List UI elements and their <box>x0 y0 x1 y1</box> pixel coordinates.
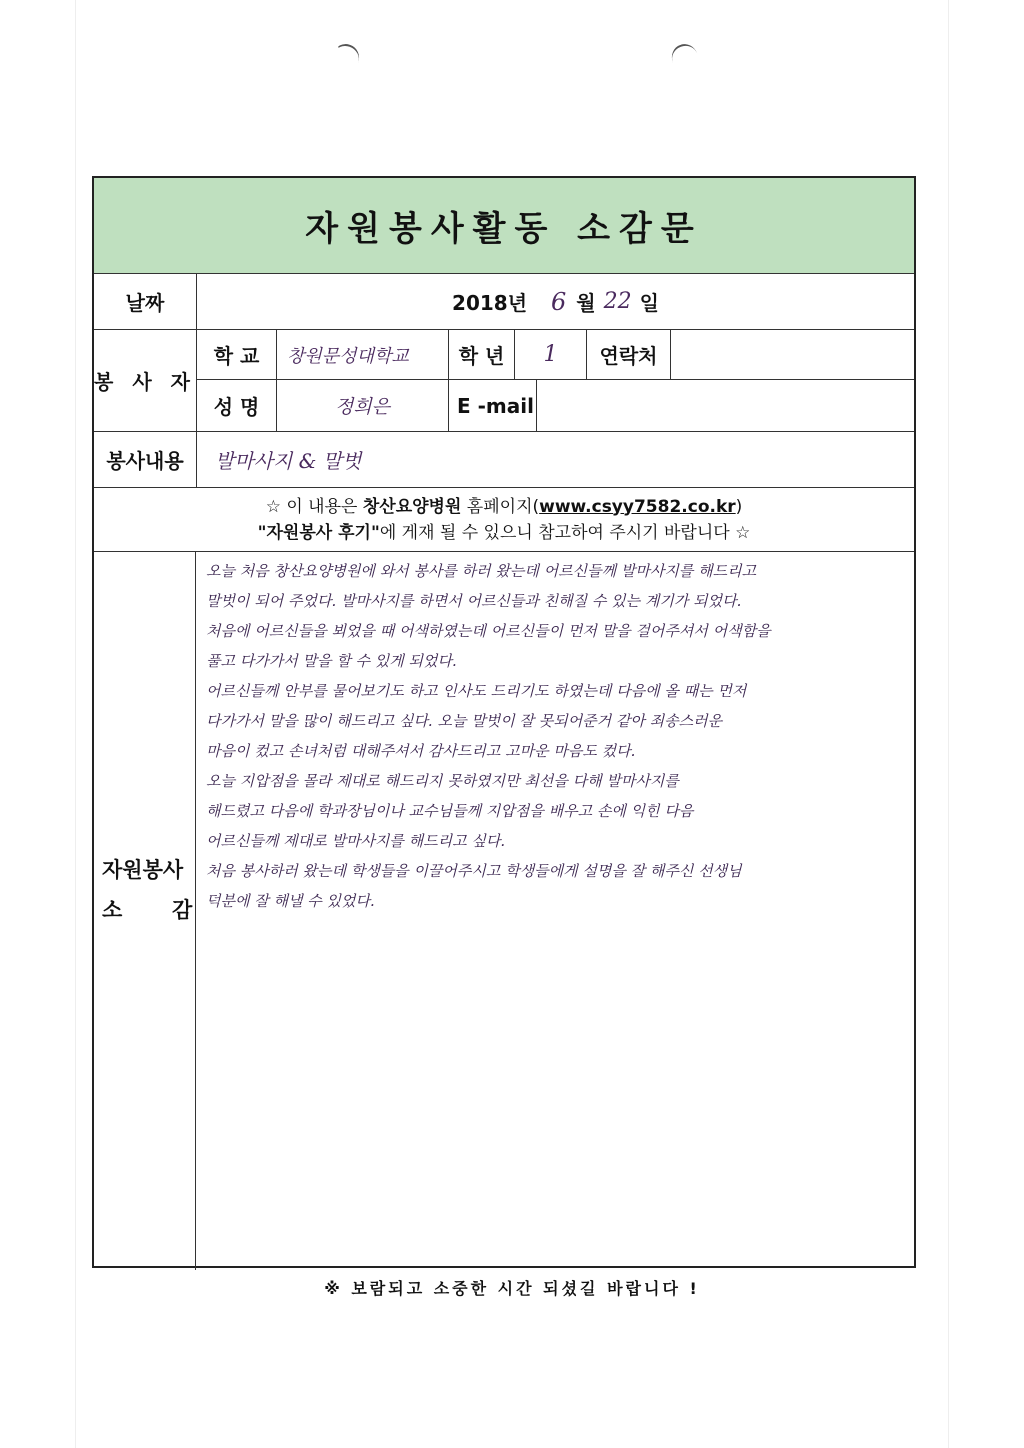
date-day: 22 <box>603 289 632 314</box>
essay-line: 다가가서 말을 많이 해드리고 싶다. 오늘 말벗이 잘 못되어준거 같아 죄송스러운 <box>206 712 723 730</box>
punch-hole-right <box>668 40 702 75</box>
form-title: 자원봉사활동 소감문 <box>305 209 703 249</box>
content-label: 봉사내용 <box>106 449 184 473</box>
notice-text-a: 이 내용은 <box>286 496 358 517</box>
essay-line: 어르신들께 제대로 발마사지를 해드리고 싶다. <box>206 832 506 850</box>
essay-line: 오늘 지압점을 몰라 제대로 해드리지 못하였지만 최선을 다해 발마사지를 <box>206 772 679 790</box>
essay-line: 덕분에 잘 해낼 수 있었다. <box>206 892 375 910</box>
contact-value <box>670 330 914 379</box>
essay-line: 해드렸고 다음에 학과장님이나 교수님들께 지압점을 배우고 손에 익힌 다음 <box>206 802 694 820</box>
email-value <box>536 380 914 431</box>
volunteer-row-school <box>94 330 914 380</box>
punch-hole-left <box>328 40 363 76</box>
notice-line-1 <box>94 494 914 520</box>
footer-message: ※ 보람되고 소중한 시간 되셨길 바랍니다 ! <box>324 1279 700 1298</box>
notice-cell <box>94 488 914 551</box>
notice-text <box>94 494 914 546</box>
date-row <box>94 274 914 330</box>
notice-review-quote: "자원봉사 후기" <box>257 522 380 543</box>
date-month-unit: 월 <box>576 291 596 315</box>
essay-label-line2b: 감 <box>172 898 193 922</box>
date-month: 6 <box>551 287 567 316</box>
date-day-unit: 일 <box>639 291 659 315</box>
grade-value: 1 <box>514 330 586 379</box>
essay-line: 처음에 어르신들을 뵈었을 때 어색하였는데 어르신들이 먼저 말을 걸어주셔서 어색함을 <box>206 622 771 640</box>
notice-star-left: ☆ <box>265 496 281 517</box>
essay-label-line2a: 소 <box>102 898 123 922</box>
essay-line: 말벗이 되어 주었다. 발마사지를 하면서 어르신들과 친해질 수 있는 계기가 되었다. <box>206 592 742 610</box>
grade-label: 학 년 <box>448 330 514 379</box>
notice-star-right: ☆ <box>735 522 751 543</box>
volunteer-row-name <box>94 380 914 432</box>
notice-line-2 <box>94 520 914 546</box>
school-value: 창원문성대학교 <box>276 330 448 379</box>
essay-line: 처음 봉사하러 왔는데 학생들을 이끌어주시고 학생들에게 설명을 잘 해주신 선생님 <box>206 862 742 880</box>
content-value: 발마사지 & 말벗 <box>196 432 914 487</box>
date-value <box>196 274 914 329</box>
school-label: 학 교 <box>196 330 276 379</box>
notice-url-link[interactable]: www.csyy7582.co.kr <box>539 496 736 517</box>
name-value: 정희은 <box>276 380 448 431</box>
volunteer-form <box>92 176 916 1268</box>
content-row <box>94 432 914 488</box>
date-label: 날짜 <box>125 291 165 315</box>
notice-hospital: 창산요양병원 <box>362 496 462 517</box>
form-title-bar <box>94 178 914 274</box>
name-label: 성 명 <box>196 380 276 431</box>
notice-row <box>94 488 914 552</box>
volunteer-label: 봉 사 자 <box>94 330 196 432</box>
essay-line: 마음이 컸고 손녀처럼 대해주셔서 감사드리고 고마운 마음도 컸다. <box>206 742 636 760</box>
notice-text-b: 홈페이지( <box>466 496 540 517</box>
essay-line: 오늘 처음 창산요양병원에 와서 봉사를 하러 왔는데 어르신들께 발마사지를 해드리고 <box>206 562 757 580</box>
essay-row <box>94 552 914 1270</box>
scan-edge-right <box>948 0 949 1448</box>
essay-line: 풀고 다가가서 말을 할 수 있게 되었다. <box>206 652 457 670</box>
scan-edge-left <box>75 0 76 1448</box>
essay-text <box>206 556 906 916</box>
essay-label <box>94 552 196 1270</box>
date-year: 2018년 <box>452 291 528 315</box>
email-label: E -mail <box>448 380 536 431</box>
essay-line: 어르신들께 안부를 물어보기도 하고 인사도 드리기도 하였는데 다음에 올 때는 먼저 <box>206 682 747 700</box>
notice-text-rest: 에 게재 될 수 있으니 참고하여 주시기 바랍니다 <box>379 522 730 543</box>
essay-label-line1: 자원봉사 <box>102 858 184 882</box>
contact-label: 연락처 <box>586 330 670 379</box>
notice-text-c: ) <box>735 496 743 517</box>
